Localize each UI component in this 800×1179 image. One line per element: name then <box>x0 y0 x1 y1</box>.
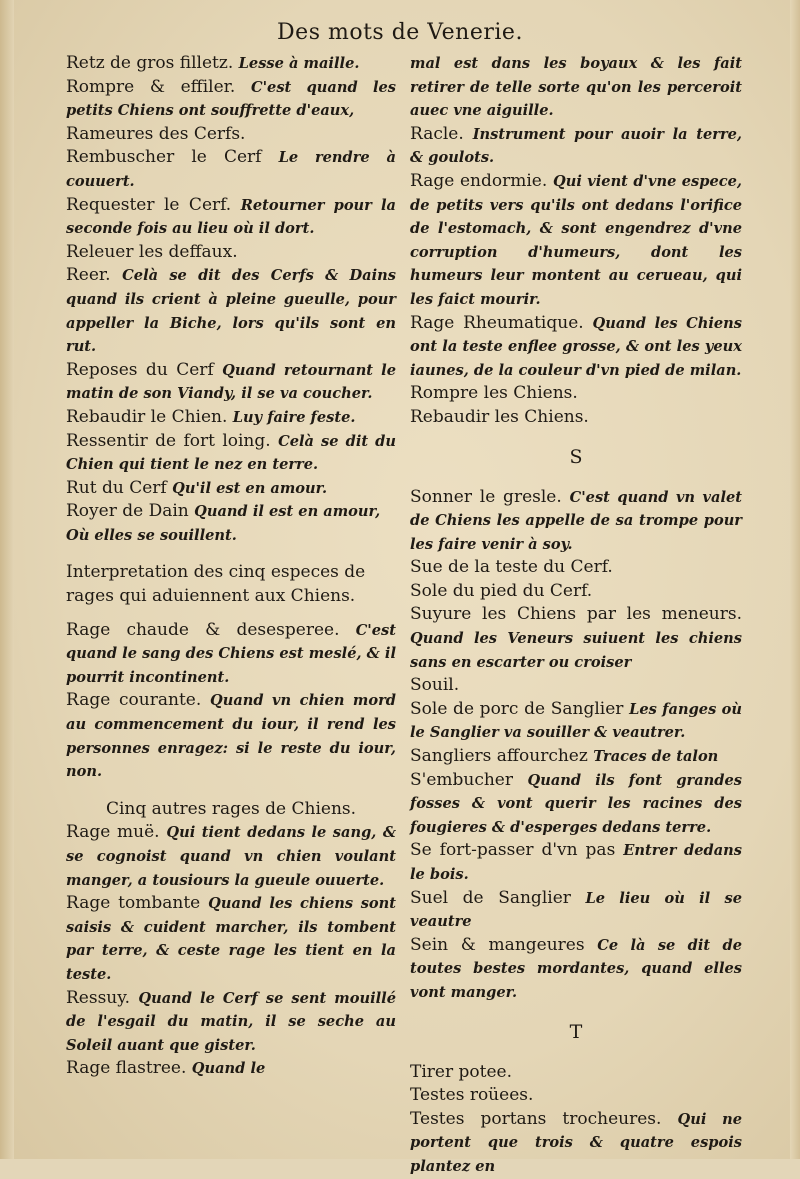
entry-term: Rage courante. <box>66 690 202 711</box>
entry-term: Testes portans trocheures. <box>410 1108 662 1129</box>
entry-term: Rage flastree. <box>66 1058 187 1079</box>
entry-definition: Qui vient d'vne espece, de petits vers qu'ils ont dedans l'orifice de l'estomach, & sont engendrez d'vne corruption d'humeurs, dont les humeurs leur montent au cerueau, qui les faict mourir. <box>410 172 743 308</box>
glossary-entry <box>410 580 742 604</box>
entry-term: Sein & mangeures <box>410 934 585 955</box>
left-entry-list <box>66 52 396 547</box>
glossary-entry <box>66 477 396 501</box>
entry-definition: Qu'il est en amour. <box>172 479 328 497</box>
glossary-entry <box>410 406 742 430</box>
right-entry-list-r <box>410 52 742 430</box>
glossary-entry <box>66 524 396 548</box>
glossary-entry <box>410 1084 742 1108</box>
entry-term: Royer de Dain <box>66 501 189 522</box>
entry-definition: Instrument pour auoir la terre, & goulots. <box>410 125 742 167</box>
right-entry-list-s <box>410 486 742 1005</box>
glossary-entry <box>66 821 396 892</box>
glossary-entry <box>410 170 742 312</box>
glossary-entry <box>410 52 742 123</box>
glossary-entry <box>410 603 742 674</box>
entry-definition: Quand les Chiens ont la teste enflee grosse, & ont les yeux iaunes, de la couleur d'vn pied de milan. <box>410 314 743 379</box>
glossary-entry <box>66 359 396 406</box>
entry-definition: Le lieu où il se veautre <box>410 889 742 931</box>
glossary-entry <box>410 312 742 383</box>
glossary-entry <box>410 674 742 698</box>
right-entry-list-t <box>410 1061 742 1179</box>
autres-rages-heading: Cinq autres rages de Chiens. <box>105 798 357 819</box>
entry-definition: Qui tient dedans le sang, & se cognoist quand vn chien voulant manger, a tousiours la gueule ouuerte. <box>66 824 396 889</box>
entry-term: Rage endormie. <box>410 170 548 191</box>
glossary-entry <box>66 123 396 147</box>
glossary-entry <box>66 76 396 123</box>
entry-term: S'embucher <box>410 769 513 790</box>
glossary-entry <box>66 52 396 76</box>
entry-term: Rage Rheumatique. <box>410 312 584 333</box>
entry-term: Rage chaude & desesperee. <box>66 619 340 640</box>
entry-definition: Celà se dit des Cerfs & Dains quand ils crient à pleine gueulle, pour appeller la Biche, lors qu'ils sont en rut. <box>66 267 396 356</box>
entry-term: Sangliers affourchez <box>410 746 588 767</box>
page-left-edge <box>0 0 14 1159</box>
entry-term: Sole de porc de Sanglier <box>410 698 624 719</box>
entry-definition: Quand les chiens sont saisis & cuident marcher, ils tombent par terre, & ceste rage les tient en la teste. <box>66 895 397 983</box>
entry-term: Requester le Cerf. <box>66 194 232 215</box>
entry-definition: Où elles se souillent. <box>66 526 237 544</box>
glossary-entry <box>66 194 396 241</box>
glossary-entry <box>410 556 742 580</box>
entry-term: Racle. <box>410 123 464 144</box>
entry-term: Rembuscher le Cerf <box>66 147 262 168</box>
glossary-entry <box>410 123 742 170</box>
entry-term: Sonner le gresle. <box>410 486 562 507</box>
autres-entry-list <box>66 821 396 1081</box>
entry-term: Sole du pied du Cerf. <box>410 580 593 601</box>
glossary-entry <box>66 892 396 986</box>
entry-definition: Celà se dit du Chien qui tient le nez en terre. <box>66 432 396 474</box>
entry-definition: C'est quand le sang des Chiens est meslé, & il pourrit incontinent. <box>66 621 397 686</box>
glossary-entry <box>66 430 396 477</box>
entry-term: Releuer les deffaux. <box>66 241 238 262</box>
entry-term: Retz de gros filletz. <box>66 53 234 73</box>
entry-term: Rebaudir les Chiens. <box>410 406 589 427</box>
section-letter-s: S <box>569 445 583 468</box>
entry-term: Se fort-passer d'vn pas <box>410 840 616 861</box>
entry-term: Testes roüees. <box>410 1085 534 1106</box>
entry-term: Sue de la teste du Cerf. <box>410 557 613 578</box>
glossary-entry <box>66 1057 396 1081</box>
rages-entry-list <box>66 619 396 784</box>
entry-definition: Lesse à maille. <box>238 55 360 72</box>
glossary-entry <box>410 486 742 557</box>
entry-definition: Luy faire feste. <box>232 408 356 426</box>
entry-term: Suyure les Chiens par les meneurs. <box>410 604 742 625</box>
entry-definition: C'est quand vn valet de Chiens les appelle de sa trompe pour les faire venir à soy. <box>410 488 743 553</box>
entry-definition: Entrer dedans le bois. <box>410 842 742 883</box>
running-head: Des mots de Venerie. <box>277 20 523 45</box>
entry-definition: Quand il est en amour, <box>194 503 381 521</box>
entry-definition: Ce là se dit de toutes bestes mordantes, quand elles vont manger. <box>410 936 743 1001</box>
entry-definition: Quand retournant le matin de son Viandy, il se va coucher. <box>66 361 396 403</box>
entry-definition: Quand ils font grandes fosses & vont querir les racines des fougieres & d'esperges dedans terre. <box>410 771 742 836</box>
glossary-entry <box>410 382 742 406</box>
entry-definition: Quand le <box>191 1060 266 1078</box>
entry-definition: Quand les Veneurs suiuent les chiens sans en escarter ou croiser <box>410 630 742 671</box>
glossary-entry <box>410 698 742 745</box>
glossary-entry <box>66 987 396 1058</box>
entry-definition: Qui ne portent que trois & quatre espois plantez en <box>410 1110 743 1175</box>
entry-term: Rage tombante <box>66 893 201 914</box>
entry-definition: Retourner pour la seconde fois au lieu où il dort. <box>66 196 397 238</box>
entry-definition: C'est quand les petits Chiens ont souffrette d'eaux, <box>66 78 396 120</box>
entry-term: Rompre les Chiens. <box>410 383 578 404</box>
glossary-entry <box>66 146 396 193</box>
glossary-entry <box>410 1061 742 1085</box>
entry-term: Rebaudir le Chien. <box>66 406 228 427</box>
entry-term: Rameures des Cerfs. <box>66 123 246 144</box>
entry-term: Souil. <box>410 675 460 696</box>
glossary-entry <box>410 887 742 934</box>
page-right-edge <box>790 0 800 1159</box>
entry-term: Ressentir de fort loing. <box>66 430 271 451</box>
glossary-entry <box>66 406 396 430</box>
entry-term: Rompre & effiler. <box>66 76 236 97</box>
glossary-entry <box>66 264 396 358</box>
glossary-entry <box>410 839 742 886</box>
entry-term: Reer. <box>66 265 111 286</box>
glossary-entry <box>66 619 396 690</box>
entry-term: Suel de Sanglier <box>410 887 571 908</box>
left-column <box>66 52 396 1081</box>
entry-definition: Quand vn chien mord au commencement du iour, il rend les personnes enragez: si le reste du iour, non. <box>66 692 397 781</box>
entry-term: Rut du Cerf <box>66 477 167 498</box>
glossary-entry <box>66 241 396 265</box>
entry-definition: Le rendre à couuert. <box>66 149 396 190</box>
entry-definition: Quand le Cerf se sent mouillé de l'esgail du matin, il se seche au Soleil auant que gister. <box>66 989 397 1054</box>
glossary-entry <box>66 500 396 524</box>
section-letter-t: T <box>569 1020 583 1043</box>
entry-term: Tirer potee. <box>410 1061 512 1082</box>
entry-term: Rage muë. <box>66 822 160 843</box>
glossary-entry <box>410 934 742 1005</box>
entry-term: Reposes du Cerf <box>66 359 214 380</box>
glossary-entry <box>410 745 742 769</box>
glossary-entry <box>66 689 396 783</box>
entry-definition: Traces de talon <box>593 748 719 766</box>
entry-definition: Les fanges où le Sanglier va souiller & veautrer. <box>410 700 742 742</box>
glossary-entry <box>410 1108 742 1179</box>
right-column <box>410 52 742 1179</box>
glossary-entry <box>410 769 742 840</box>
entry-definition: mal est dans les boyaux & les fait retirer de telle sorte qu'on les perceroit auec vne aiguille. <box>410 55 742 120</box>
entry-term: Ressuy. <box>66 987 131 1008</box>
rages-heading: Interpretation des cinq especes de rages qui aduiennent aux Chiens. <box>66 562 366 607</box>
